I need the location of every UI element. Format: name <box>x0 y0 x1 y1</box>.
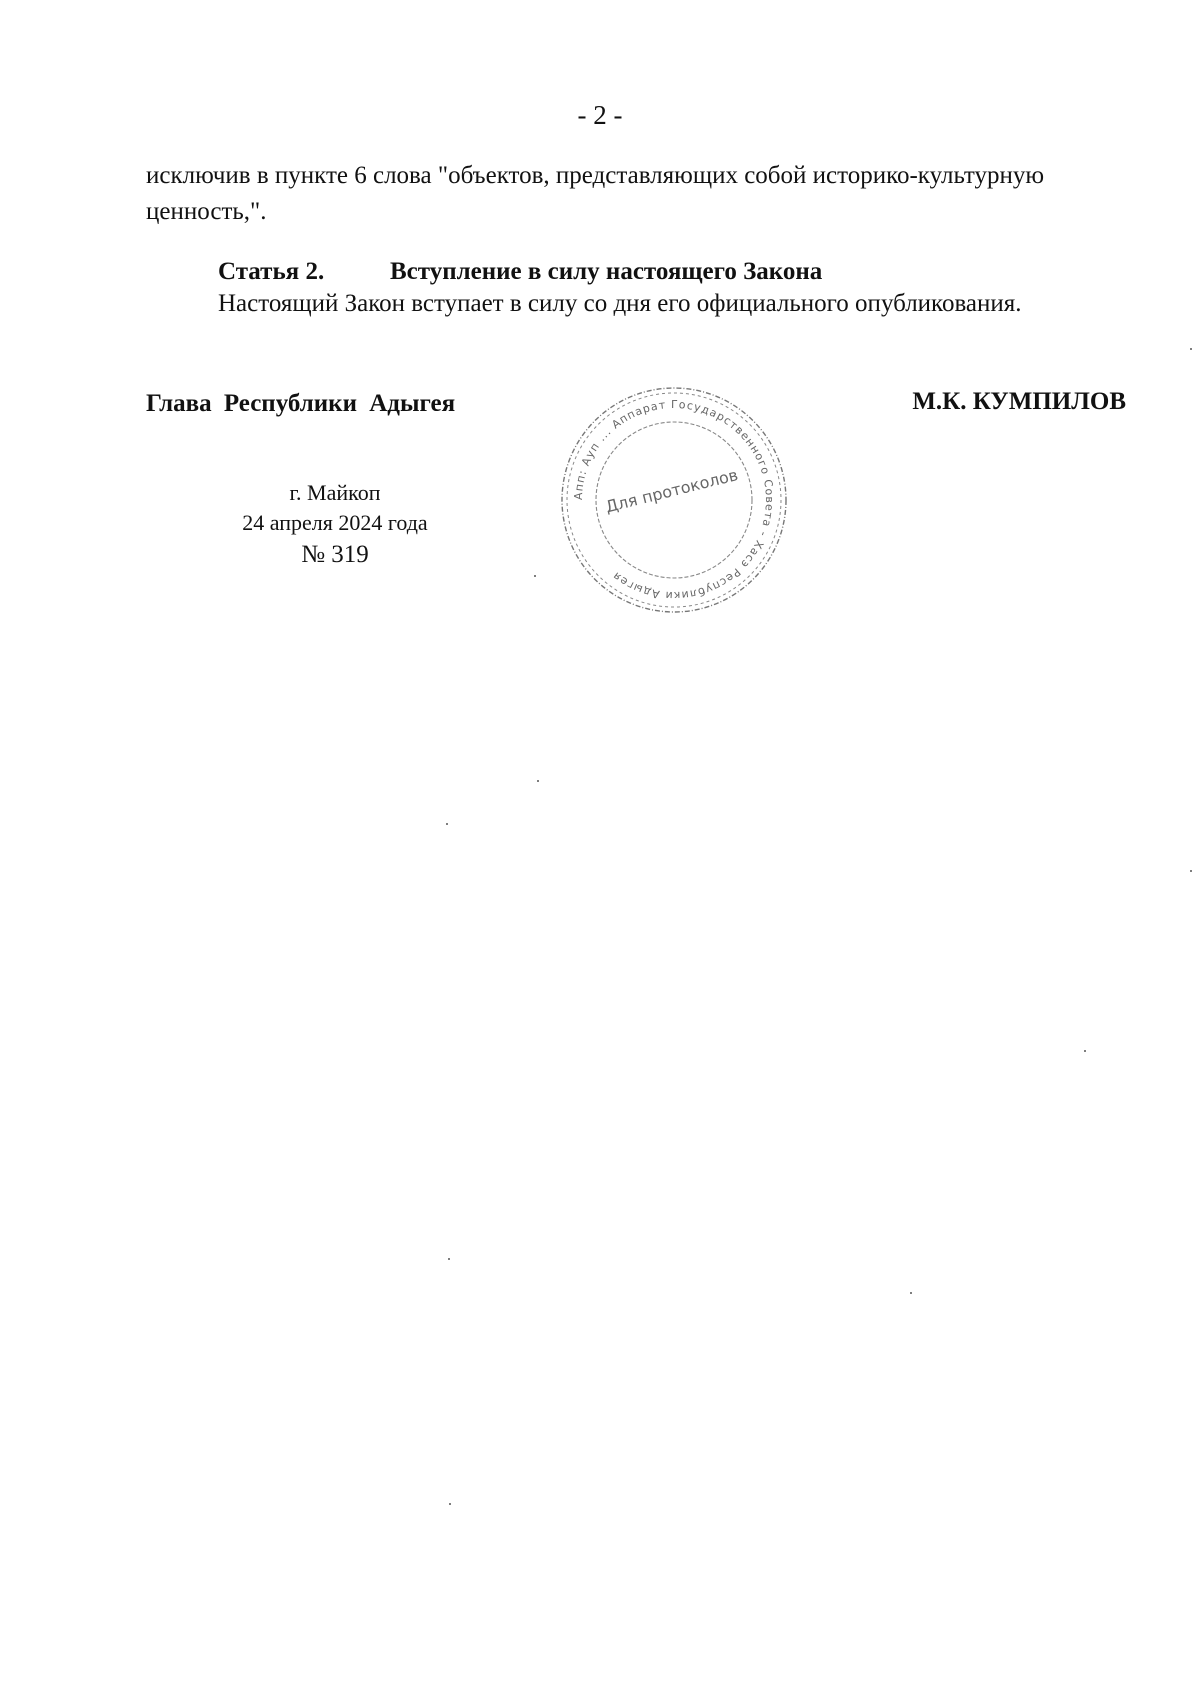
law-number: № 319 <box>301 541 369 568</box>
scan-speck <box>1190 348 1192 350</box>
city: г. Майкоп <box>289 480 381 505</box>
svg-text:Апп: Ауп ... Аппарат Государст <box>572 398 776 602</box>
article-text: Настоящий Закон вступает в силу со дня его официального опубликования. <box>218 290 1022 317</box>
stamp-outer-text: Апп: Ауп ... Аппарат Государственного Совета - Хасэ Республики Адыгея <box>571 397 777 603</box>
stamp-center-text: Для протоколов <box>603 465 740 517</box>
official-stamp <box>558 384 790 616</box>
scan-speck <box>1190 870 1192 872</box>
scan-speck <box>534 575 536 577</box>
scan-speck <box>1084 1050 1086 1052</box>
scan-speck <box>537 780 539 782</box>
signer-title: Глава Республики Адыгея <box>146 390 456 417</box>
scan-speck <box>910 1292 912 1294</box>
scan-speck <box>449 1503 451 1505</box>
article-heading <box>218 258 822 286</box>
scan-speck <box>446 823 448 825</box>
article-number: Статья 2. <box>218 258 325 285</box>
place-date-block <box>200 478 470 572</box>
scan-speck <box>448 1258 450 1260</box>
page-number: - 2 - <box>577 100 623 130</box>
signer-name: М.К. КУМПИЛОВ <box>912 388 1126 415</box>
amendment-paragraph: исключив в пункте 6 слова "объектов, представляющих собой историко-культурную ценность,". <box>146 162 1045 225</box>
article-title: Вступление в силу настоящего Закона <box>390 258 823 285</box>
date: 24 апреля 2024 года <box>242 510 428 535</box>
